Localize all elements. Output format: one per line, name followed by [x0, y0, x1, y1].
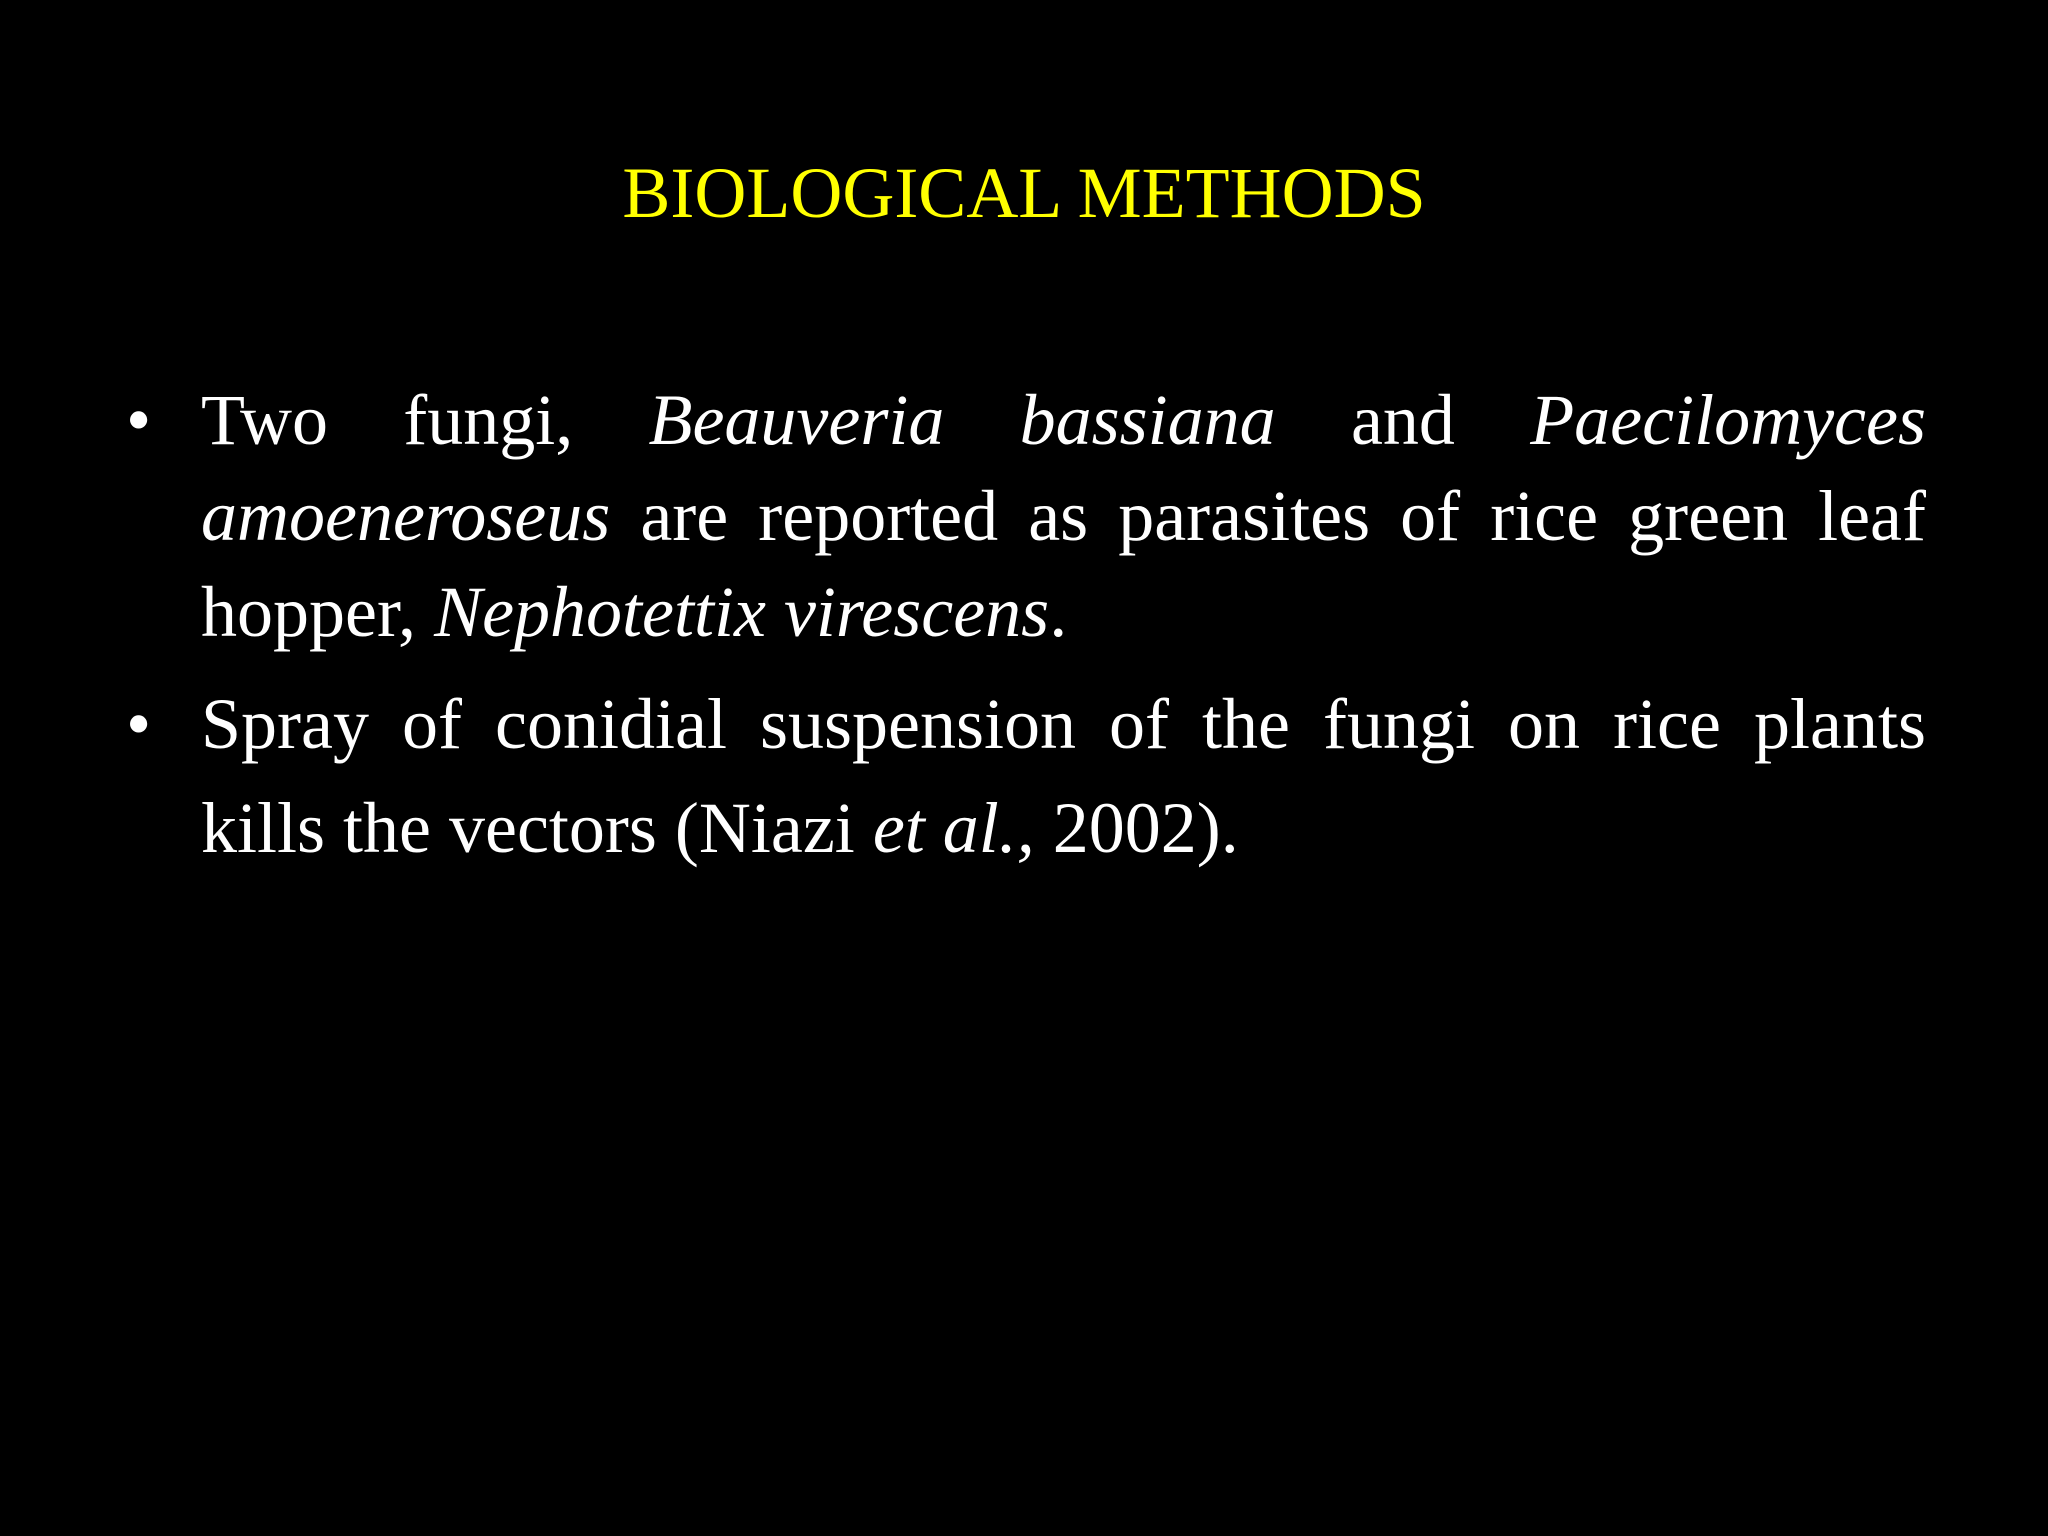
bullet-text-part: 2002). [1034, 788, 1239, 868]
citation-et-al: et al., [872, 788, 1035, 868]
bullet-text-part: Two fungi, [201, 380, 649, 460]
bullet-text-part: and [1275, 380, 1531, 460]
bullet-text-part: are reported as parasites of rice green leaf hopper, [201, 476, 1926, 652]
bullet-icon: • [126, 684, 152, 764]
species-name: Paecilomyces amoeneroseus [201, 380, 1926, 556]
bullet-item-fungi-parasites [118, 372, 1926, 660]
bullet-text-part: . [1049, 572, 1068, 652]
slide-title: BIOLOGICAL METHODS [622, 153, 1426, 233]
bullet-text-part: Spray of conidial suspension of the fungi on rice plants kills the vectors (Niazi [201, 684, 1926, 868]
bullet-icon: • [126, 380, 152, 460]
bullet-item-conidial-spray [118, 672, 1926, 880]
bullet-list [118, 372, 1926, 880]
species-name: Nephotettix virescens [434, 572, 1050, 652]
species-name: Beauveria bassiana [648, 380, 1276, 460]
